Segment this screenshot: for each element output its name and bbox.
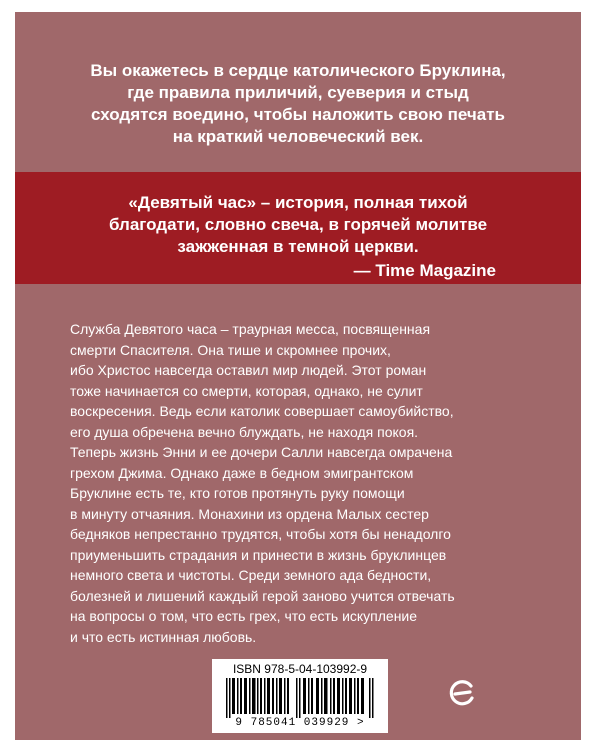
back-cover bbox=[15, 12, 581, 740]
quote-band bbox=[15, 172, 581, 284]
description-text bbox=[70, 319, 550, 647]
intro-line: где правила приличий, суеверия и стыд bbox=[127, 83, 469, 102]
description-line: грехом Джима. Однако даже в бедном эмигрантском bbox=[70, 464, 414, 481]
intro-text bbox=[15, 60, 581, 148]
description-line: тоже начинается со смерти, которая, однако, не сулит bbox=[70, 382, 423, 399]
intro-line: на краткий человеческий век. bbox=[172, 127, 424, 146]
quote-line: зажженная в темной церкви. bbox=[177, 237, 419, 256]
description-line: смерти Спасителя. Она тише и скромнее прочих, bbox=[70, 341, 391, 358]
intro-line: сходятся воедино, чтобы наложить свою печать bbox=[90, 105, 505, 124]
description-line: на вопросы о том, что есть грех, что есть искупление bbox=[70, 608, 418, 624]
description-line: Теперь жизнь Энни и ее дочери Салли навсегда омрачена bbox=[70, 444, 453, 460]
intro-line: Вы окажетесь в сердце католического Бруклина, bbox=[90, 61, 506, 80]
publisher-logo-icon bbox=[447, 678, 477, 708]
description-line: приуменьшить страдания и принести в жизнь бруклинцев bbox=[70, 546, 447, 563]
barcode-label bbox=[212, 659, 388, 733]
description-line: Бруклине есть те, кто готов протянуть руку помощи bbox=[70, 485, 405, 501]
barcode-digits: 9 785041 039929 > bbox=[235, 717, 365, 729]
isbn-number: ISBN 978-5-04-103992-9 bbox=[232, 662, 368, 676]
quote-line: «Девятый час» – история, полная тихой bbox=[128, 193, 468, 212]
barcode-icon bbox=[226, 678, 374, 718]
review-quote bbox=[15, 192, 581, 258]
description-line: его душа обречена вечно блуждать, не находя покоя. bbox=[70, 423, 419, 440]
description-line: немного света и чистоты. Среди земного ада бедности, bbox=[70, 567, 432, 583]
description-line: ибо Христос навсегда оставил мир людей. Этот роман bbox=[70, 362, 427, 378]
quote-line: благодати, словно свеча, в горячей молитве bbox=[108, 215, 488, 234]
description-line: болезней и лишений каждый герой заново учится отвечать bbox=[70, 587, 455, 604]
quote-attribution: — Time Magazine bbox=[353, 261, 496, 280]
description-line: и что есть истинная любовь. bbox=[70, 628, 257, 645]
description-line: в минуту отчаяния. Монахини из ордена Малых сестер bbox=[70, 505, 429, 522]
description-line: бедняков непрестанно трудятся, чтобы хотя бы ненадолго bbox=[70, 526, 451, 542]
description-line: воскресения. Ведь если католик совершает самоубийство, bbox=[70, 403, 454, 419]
description-line: Служба Девятого часа – траурная месса, посвященная bbox=[70, 321, 431, 337]
